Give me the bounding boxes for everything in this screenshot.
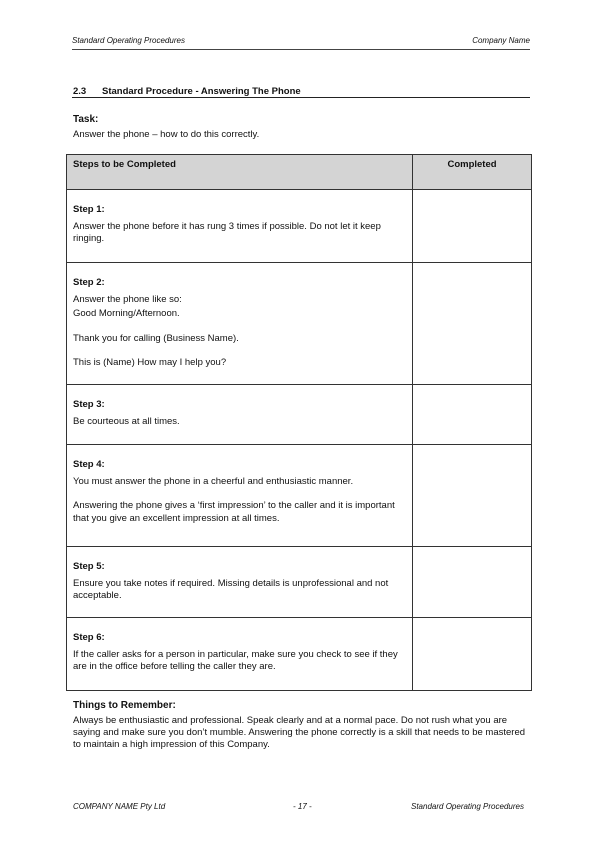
table-row — [67, 445, 532, 547]
completed-cell[interactable] — [413, 445, 532, 547]
step-text: If the caller asks for a person in particular, make sure you check to see if they are in the office before telling the caller they are. — [73, 648, 398, 672]
step-text: Answer the phone before it has rung 3 times if possible. Do not let it keep ringing. — [73, 220, 381, 244]
completed-cell[interactable] — [413, 263, 532, 385]
step-cell — [67, 445, 413, 547]
step-text: This is (Name) How may I help you? — [73, 357, 227, 368]
section-number: 2.3 — [73, 86, 87, 97]
header-company-name: Company Name — [472, 36, 530, 45]
step-text: Thank you for calling (Business Name). — [73, 332, 239, 344]
step-cell — [67, 190, 413, 263]
table-header-row — [67, 155, 532, 190]
step-cell — [67, 618, 413, 691]
step-cell — [67, 263, 413, 385]
table-row — [67, 618, 532, 691]
table-row — [67, 190, 532, 263]
step-label: Step 3: — [73, 399, 105, 410]
page-number: - 17 - — [293, 802, 312, 811]
steps-table — [66, 154, 532, 691]
step-label: Step 5: — [73, 561, 105, 572]
completed-cell[interactable] — [413, 547, 532, 618]
step-text: Ensure you take notes if required. Missing details is unprofessional and not acceptable. — [73, 577, 389, 601]
table-row — [67, 547, 532, 618]
completed-cell[interactable] — [413, 385, 532, 445]
step-label: Step 6: — [73, 632, 105, 643]
remember-text: Always be enthusiastic and professional. Speak clearly and at a normal pace. Do not rush what you are saying and make sure you don’t mumble. Answering the phone correctly is a skill that needs to be mastered to maintain a high impression of this Company. — [73, 715, 526, 751]
section-heading — [72, 86, 530, 98]
table-row — [67, 263, 532, 385]
completed-cell[interactable] — [413, 190, 532, 263]
step-text: Answering the phone gives a ‘first impression’ to the caller and it is important that you give an excellent impression at all times. — [73, 500, 395, 524]
task-text: Answer the phone – how to do this correctly. — [73, 129, 260, 140]
step-text: Answer the phone like so: — [73, 293, 182, 305]
remember-heading: Things to Remember: — [73, 700, 176, 711]
footer-company: COMPANY NAME Pty Ltd — [73, 802, 166, 811]
section-title: Standard Procedure - Answering The Phone — [102, 86, 301, 97]
header-doc-title: Standard Operating Procedures — [72, 36, 185, 45]
page-header — [72, 36, 530, 50]
footer-doc-title: Standard Operating Procedures — [411, 802, 524, 811]
step-label: Step 2: — [73, 277, 105, 288]
table-row — [67, 385, 532, 445]
step-cell — [67, 385, 413, 445]
task-heading: Task: — [73, 114, 99, 125]
step-text: Be courteous at all times. — [73, 415, 180, 427]
col-completed-header: Completed — [413, 155, 532, 190]
step-label: Step 4: — [73, 459, 105, 470]
step-text: Good Morning/Afternoon. — [73, 308, 180, 319]
completed-cell[interactable] — [413, 618, 532, 691]
step-text: You must answer the phone in a cheerful and enthusiastic manner. — [73, 475, 354, 487]
col-steps-header: Steps to be Completed — [67, 155, 413, 190]
step-label: Step 1: — [73, 204, 105, 215]
step-cell — [67, 547, 413, 618]
